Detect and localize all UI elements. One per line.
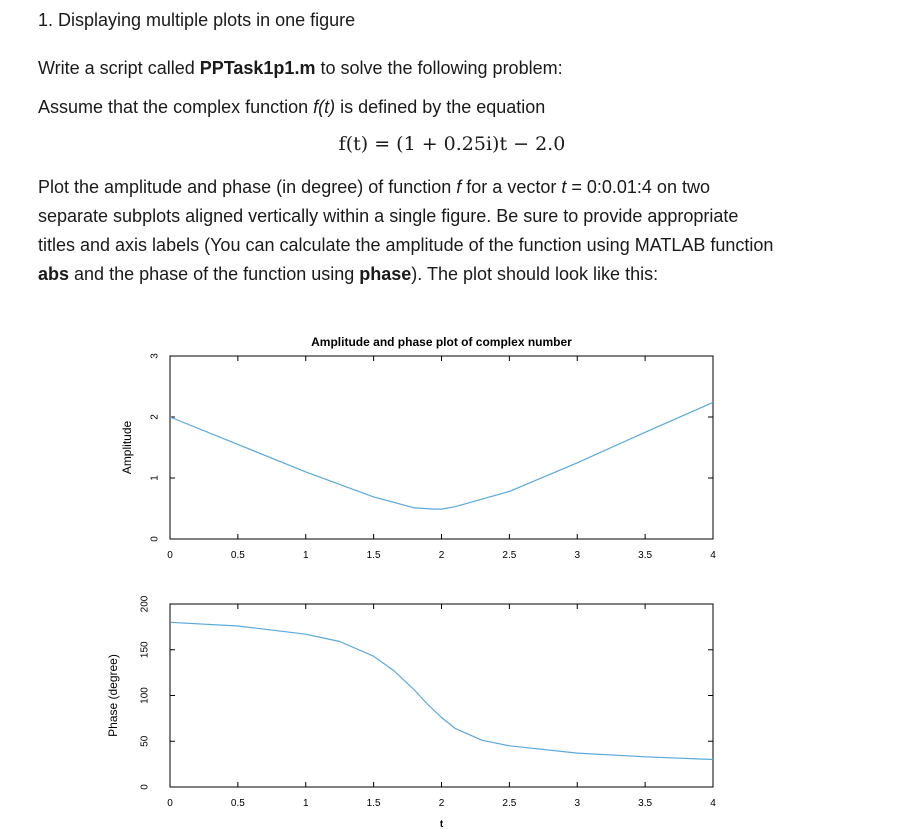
plot2-ytick-label: 50 bbox=[139, 735, 151, 747]
plot2-xtick-label: 4 bbox=[710, 798, 716, 809]
plot2-xtick-label: 1 bbox=[302, 798, 309, 809]
plot1-chart-title: Amplitude and phase plot of complex number bbox=[311, 335, 572, 349]
phase-keyword: phase bbox=[359, 264, 412, 284]
plot1-xtick-label: 2 bbox=[438, 550, 445, 561]
plot1-ytick-label: 2 bbox=[149, 414, 161, 420]
assume-text-before: Assume that the complex function bbox=[38, 97, 314, 117]
plot1-xtick-label: 2.5 bbox=[502, 550, 517, 561]
plot2-ytick-label: 150 bbox=[139, 641, 151, 659]
text-run: = 0:0.01:4 on two bbox=[566, 177, 710, 197]
plot2-xtick-label: 2 bbox=[438, 798, 445, 809]
instructions-line-2: separate subplots aligned vertically within a single figure. Be sure to provide appropriate bbox=[38, 206, 739, 226]
assume-text-after: is defined by the equation bbox=[335, 97, 546, 117]
plot1-xtick-label: 0 bbox=[167, 550, 173, 561]
plot1-axes-frame bbox=[170, 356, 713, 539]
plot1-xtick-label: 1 bbox=[302, 550, 309, 561]
plot1-xtick-label: 1.5 bbox=[366, 550, 381, 561]
plot1-xtick-label: 3.5 bbox=[638, 550, 653, 561]
plot2-axes-frame bbox=[170, 604, 713, 787]
plot2-xtick-label: 3 bbox=[574, 798, 581, 809]
script-name: PPTask1p1.m bbox=[199, 58, 316, 78]
section-heading: 1. Displaying multiple plots in one figure bbox=[38, 10, 356, 30]
plot1-series-line bbox=[170, 402, 713, 509]
abs-keyword: abs bbox=[38, 264, 70, 284]
equation: f(t) = (1 + 0.25i)t − 2.0 bbox=[338, 133, 566, 155]
text-run-f: f bbox=[456, 177, 462, 197]
function-name: f(t) bbox=[313, 97, 336, 117]
intro-text-after: to solve the following problem: bbox=[315, 58, 563, 78]
plot2-ytick-label: 200 bbox=[139, 595, 151, 613]
plot2-xlabel: t bbox=[439, 819, 444, 829]
plot2-xtick-label: 0 bbox=[167, 798, 173, 809]
plot2-series-line bbox=[170, 622, 713, 759]
plot2-ytick-label: 0 bbox=[139, 784, 151, 790]
instructions-line-3: titles and axis labels (You can calculate the amplitude of the function using MATLAB function bbox=[38, 235, 774, 255]
plot2-xtick-label: 1.5 bbox=[366, 798, 381, 809]
text-run: Plot the amplitude and phase (in degree) of function bbox=[38, 177, 457, 197]
plot1-ylabel: Amplitude bbox=[120, 420, 134, 475]
plot1-xtick-label: 4 bbox=[710, 550, 716, 561]
text-run-t: t bbox=[561, 177, 567, 197]
plot1-xtick-label: 0.5 bbox=[230, 550, 245, 561]
text-run: ). The plot should look like this: bbox=[411, 264, 659, 284]
plot2-ytick-label: 100 bbox=[139, 687, 151, 704]
plot2-xtick-label: 2.5 bbox=[502, 798, 517, 809]
intro-text-before: Write a script called bbox=[38, 58, 200, 78]
plot2-xtick-label: 3.5 bbox=[638, 798, 653, 809]
plot2-ylabel: Phase (degree) bbox=[106, 654, 120, 737]
text-run: and the phase of the function using bbox=[69, 264, 360, 284]
plot1-xtick-label: 3 bbox=[574, 550, 581, 561]
plot2-xtick-label: 0.5 bbox=[230, 798, 245, 809]
plot1-ytick-label: 0 bbox=[149, 536, 161, 542]
text-run: for a vector bbox=[461, 177, 562, 197]
plot1-ytick-label: 3 bbox=[149, 353, 161, 359]
plot1-ytick-label: 1 bbox=[149, 475, 161, 481]
